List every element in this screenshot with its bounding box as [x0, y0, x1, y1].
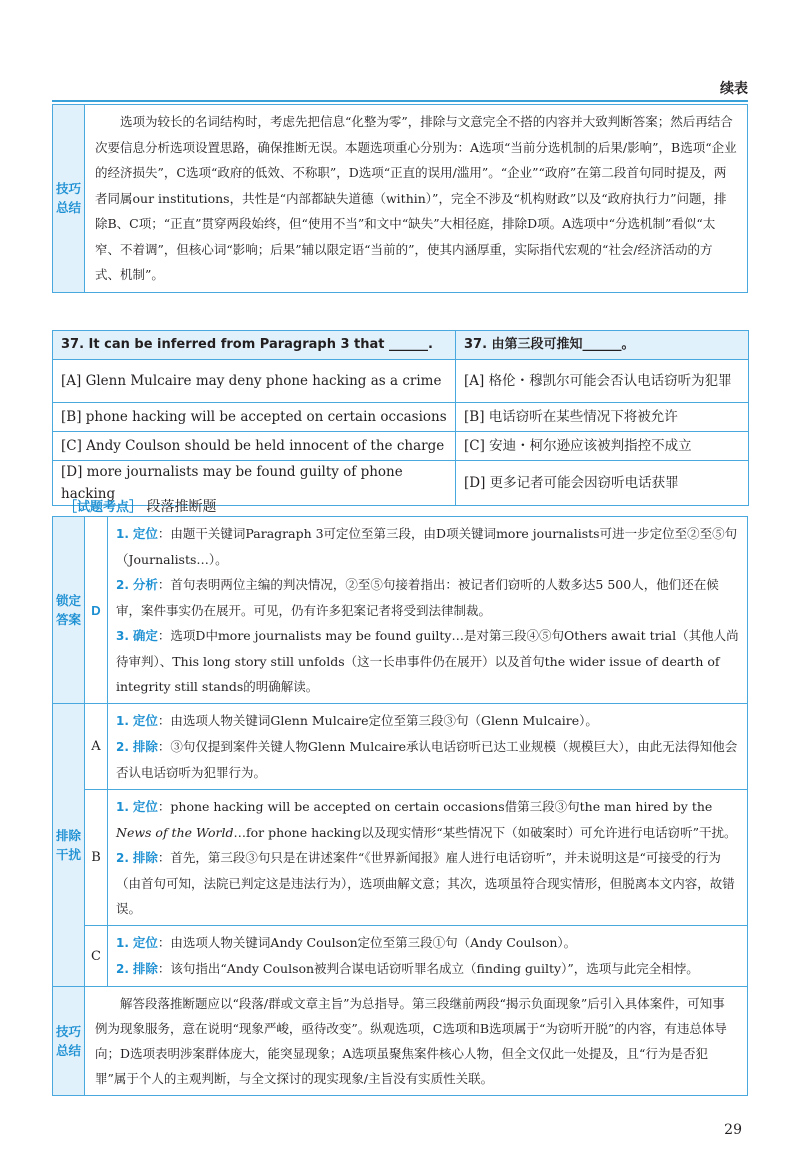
- step-text: ：选项D中more journalists may be found guilty…是对第三段④⑤句Others await trial（其他人尚待审判）、This long story still unfolds（这一长串事件仍在展开）以及首句the wider issue of dearth of integrity still stands的明确解读。: [116, 628, 739, 694]
- option-en: [D] more journalists may be found guilty of phone hacking: [53, 461, 456, 506]
- question-stem-row: [53, 331, 749, 360]
- newspaper-title: News of the World: [116, 825, 234, 840]
- question-stem-zh: 37. 由第三段可推知______。: [456, 331, 749, 360]
- technique-summary-1: [52, 104, 748, 293]
- exclude-row-c: [85, 925, 747, 986]
- step-text: ：首句表明两位主编的判决情况，②至⑤句接着指出：被记者们窃听的人数多达5 500人，他们还在候审，案件事实仍在展开。可见，仍有许多犯案记者将受到法律制裁。: [116, 577, 719, 618]
- question-stem-en: 37. It can be inferred from Paragraph 3 that ______.: [53, 331, 456, 360]
- exclude-c-steps: [108, 926, 747, 986]
- option-zh: [B] 电话窃听在某些情况下将被允许: [456, 403, 749, 432]
- step-text: ：该句指出“Andy Coulson被判合谋电话窃听罪名成立（finding guilty）”，选项与此完全相悖。: [157, 961, 699, 976]
- step-text: ：由选项人物关键词Glenn Mulcaire定位至第三段③句（Glenn Mulcaire）。: [157, 713, 598, 728]
- step-keyword: 定位: [132, 526, 158, 541]
- question-37-table: [52, 330, 749, 506]
- option-en: [A] Glenn Mulcaire may deny phone hacking as a crime: [53, 360, 456, 403]
- step-number: 2.: [116, 851, 129, 865]
- summary-1-text: 选项为较长的名词结构时，考虑先把信息“化整为零”，排除与文意完全不搭的内容并大致判断答案；然后再结合次要信息分析选项设置思路，确保推断无误。本题选项重心分别为：A选项“当前分选机制的后果/影响”，B选项“企业的经济损失”，C选项“政府的低效、不称职”，D选项“正直的误用/滥用”。“企业”“政府”在第二段首句同时提及，两者同属our institutions，共性是“内部都缺失道德（within）”，完全不涉及“机构财政”以及“政府执行力”问题，排除B、C项；“正直”贯穿两段始终，但“使用不当”和文中“缺失”大相径庭，排除D项。A选项中“分选机制”看似“太窄、不着调”，但核心词“影响；后果”辅以限定语“当前的”，使其内涵厚重，实际指代宏观的“社会/经济活动的方式、机制”。: [95, 114, 737, 282]
- step-number: 3.: [116, 629, 129, 643]
- step-number: 1.: [116, 714, 129, 728]
- locked-answer-label: 锁定答案: [53, 517, 85, 703]
- step-number: 1.: [116, 527, 129, 541]
- summary-2-text: 解答段落推断题应以“段落/群或文章主旨”为总指导。第三段继前两段“揭示负面现象”后引入具体案件，可知事例为现象服务，意在说明“现象严峻，亟待改变”。纵观选项，C选项和B选项属于“为窃听开脱”的内容，有违总体导向；D选项表明涉案群体庞大，能突显现象；A选项虽聚焦案件核心人物，但全文仅此一处提及，且“行为是否犯罪”属于个人的主观判断，与全文探讨的现实现象/主旨没有实质性关联。: [95, 996, 727, 1086]
- exclude-a-steps: [108, 704, 747, 789]
- step-keyword: 分析: [132, 577, 158, 592]
- step-text: ：由题干关键词Paragraph 3可定位至第三段，由D项关键词more journalists可进一步定位至②至⑤句（Journalists…）。: [116, 526, 738, 567]
- step-analyze: [116, 572, 739, 623]
- step-text: ：phone hacking will be accepted on certain occasions借第三段③句the man hired by the: [157, 799, 713, 814]
- step-confirm: [116, 623, 739, 699]
- analysis-table: [52, 516, 748, 1096]
- exam-point-text: 段落推断题: [146, 499, 217, 515]
- exam-point: [64, 496, 216, 516]
- answer-option: D: [85, 517, 108, 703]
- step-text: ：③句仅提到案件关键人物Glenn Mulcaire承认电话窃听已达工业规模（规模巨大），由此无法得知他会否认电话窃听为犯罪行为。: [116, 739, 738, 780]
- exclude-row-b: [85, 789, 747, 925]
- option-b-label: B: [85, 790, 108, 925]
- summary-1-label: 技巧总结: [53, 105, 85, 292]
- exclude-label: 排除干扰: [53, 704, 85, 986]
- step-keyword: 定位: [132, 713, 158, 728]
- exclude-row-a: [85, 704, 747, 789]
- step-number: 2.: [116, 962, 129, 976]
- step-number: 1.: [116, 800, 129, 814]
- technique-summary-2: [53, 986, 747, 1095]
- option-zh: [A] 格伦・穆凯尔可能会否认电话窃听为犯罪: [456, 360, 749, 403]
- option-en: [C] Andy Coulson should be held innocent of the charge: [53, 432, 456, 461]
- exam-point-bracket: ［试题考点］: [64, 500, 143, 515]
- summary-2-label: 技巧总结: [53, 987, 85, 1095]
- option-c-label: C: [85, 926, 108, 986]
- option-zh: [C] 安迪・柯尔逊应该被判指控不成立: [456, 432, 749, 461]
- step-keyword: 确定: [132, 628, 158, 643]
- exclude-b-steps: [108, 790, 747, 925]
- option-row: [53, 403, 749, 432]
- step-keyword: 排除: [132, 850, 158, 865]
- locked-answer-steps: [108, 517, 747, 703]
- continued-label: 续表: [720, 81, 748, 97]
- step-number: 1.: [116, 936, 129, 950]
- step-number: 2.: [116, 578, 129, 592]
- option-a-label: A: [85, 704, 108, 789]
- step-keyword: 定位: [132, 935, 158, 950]
- step-number: 2.: [116, 740, 129, 754]
- option-row: [53, 360, 749, 403]
- step-text: …for phone hacking以及现实情形“某些情况下（如破案时）可允许进行电话窃听”干扰。: [233, 825, 737, 840]
- locked-answer-row: [53, 517, 747, 703]
- header-rule: [52, 100, 748, 102]
- step-keyword: 定位: [132, 799, 158, 814]
- step-text: ：由选项人物关键词Andy Coulson定位至第三段①句（Andy Coulson）。: [157, 935, 577, 950]
- option-row: [53, 432, 749, 461]
- option-en: [B] phone hacking will be accepted on certain occasions: [53, 403, 456, 432]
- step-locate: [116, 521, 739, 572]
- step-keyword: 排除: [132, 961, 158, 976]
- step-keyword: 排除: [132, 739, 158, 754]
- option-zh: [D] 更多记者可能会因窃听电话获罪: [456, 461, 749, 506]
- exclude-distractors-section: [53, 703, 747, 986]
- step-text: ：首先，第三段③句只是在讲述案件“《世界新闻报》雇人进行电话窃听”，并未说明这是“可接受的行为（由首句可知，法院已判定这是违法行为），选项曲解文意；其次，选项虽符合现实情形，但脱离本文内容，故错误。: [116, 850, 735, 916]
- page-number: 29: [724, 1122, 742, 1138]
